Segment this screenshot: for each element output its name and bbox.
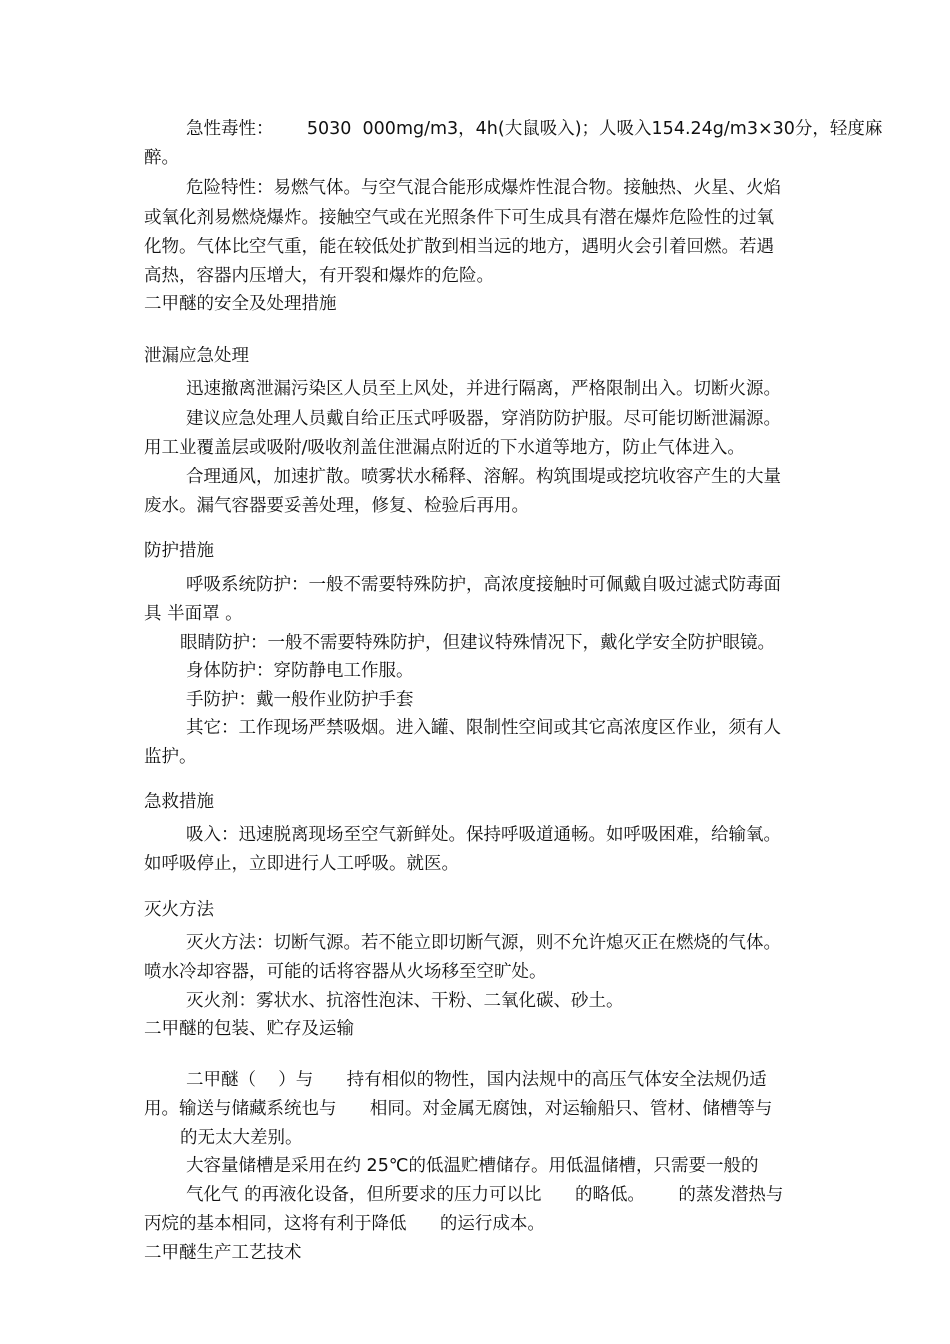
subheading-first-aid: 急救措施 — [144, 792, 214, 812]
section-heading-packaging: 二甲醚的包装、贮存及运输 — [144, 1019, 354, 1039]
packaging-paragraph-line: 用。输送与储藏系统也与 相同。对金属无腐蚀，对运输船只、管材、储槽等与 — [144, 1099, 773, 1119]
leak-paragraph-line: 迅速撤离泄漏污染区人员至上风处，并进行隔离，严格限制出入。切断火源。 — [186, 379, 781, 399]
packaging-paragraph-line: 气化气 的再液化设备，但所要求的压力可以比 的略低。 的蒸发潜热与 — [186, 1185, 784, 1205]
hazard-paragraph-line: 或氧化剂易燃烧爆炸。接触空气或在光照条件下可生成具有潜在爆炸危险性的过氧 — [144, 208, 774, 228]
toxicity-line-cont: 醉。 — [144, 148, 179, 168]
leak-paragraph-line: 建议应急处理人员戴自给正压式呼吸器，穿消防防护服。尽可能切断泄漏源。 — [186, 409, 781, 429]
firefighting-paragraph-line: 喷水冷却容器，可能的话将容器从火场移至空旷处。 — [144, 962, 547, 982]
packaging-paragraph-line: 大容量储槽是采用在约 25℃的低温贮槽储存。用低温储槽，只需要一般的 — [186, 1156, 759, 1176]
packaging-paragraph-line: 的无太大差别。 — [180, 1128, 303, 1148]
hazard-paragraph-line: 化物。气体比空气重，能在较低处扩散到相当远的地方，遇明火会引着回燃。若遇 — [144, 237, 774, 257]
subheading-firefighting: 灭火方法 — [144, 900, 214, 920]
protection-paragraph-line: 监护。 — [144, 747, 197, 767]
hazard-paragraph-line: 高热，容器内压增大，有开裂和爆炸的危险。 — [144, 266, 494, 286]
toxicity-line: 急性毒性： 5030 000mg/m3，4h(大鼠吸入)；人吸入154.24g/m3×30分，轻度麻 — [186, 119, 883, 139]
packaging-paragraph-line: 二甲醚（ ）与 持有相似的物性，国内法规中的高压气体安全法规仍适 — [186, 1070, 767, 1090]
subheading-protection: 防护措施 — [144, 541, 214, 561]
protection-paragraph-line: 其它：工作现场严禁吸烟。进入罐、限制性空间或其它高浓度区作业，须有人 — [186, 718, 781, 738]
first-aid-paragraph-line: 如呼吸停止，立即进行人工呼吸。就医。 — [144, 854, 459, 874]
firefighting-paragraph-line: 灭火剂：雾状水、抗溶性泡沫、干粉、二氧化碳、砂土。 — [186, 991, 624, 1011]
leak-paragraph-line: 用工业覆盖层或吸附/吸收剂盖住泄漏点附近的下水道等地方，防止气体进入。 — [144, 438, 745, 458]
section-heading-production: 二甲醚生产工艺技术 — [144, 1243, 302, 1263]
leak-paragraph-line: 废水。漏气容器要妥善处理，修复、检验后再用。 — [144, 496, 529, 516]
subheading-leak: 泄漏应急处理 — [144, 346, 249, 366]
hazard-paragraph-line: 危险特性：易燃气体。与空气混合能形成爆炸性混合物。接触热、火星、火焰 — [186, 178, 781, 198]
first-aid-paragraph-line: 吸入：迅速脱离现场至空气新鲜处。保持呼吸道通畅。如呼吸困难，给输氧。 — [186, 825, 781, 845]
protection-paragraph-line: 具 半面罩 。 — [144, 604, 243, 624]
firefighting-paragraph-line: 灭火方法：切断气源。若不能立即切断气源，则不允许熄灭正在燃烧的气体。 — [186, 933, 781, 953]
protection-paragraph-line: 身体防护：穿防静电工作服。 — [186, 661, 414, 681]
protection-paragraph-line: 手防护：戴一般作业防护手套 — [186, 690, 414, 710]
protection-paragraph-line: 呼吸系统防护：一般不需要特殊防护，高浓度接触时可佩戴自吸过滤式防毒面 — [186, 575, 781, 595]
leak-paragraph-line: 合理通风，加速扩散。喷雾状水稀释、溶解。构筑围堤或挖坑收容产生的大量 — [186, 467, 781, 487]
packaging-paragraph-line: 丙烷的基本相同，这将有利于降低 的运行成本。 — [144, 1214, 545, 1234]
section-heading-safety: 二甲醚的安全及处理措施 — [144, 294, 337, 314]
protection-paragraph-line: 眼睛防护：一般不需要特殊防护，但建议特殊情况下，戴化学安全防护眼镜。 — [180, 633, 775, 653]
